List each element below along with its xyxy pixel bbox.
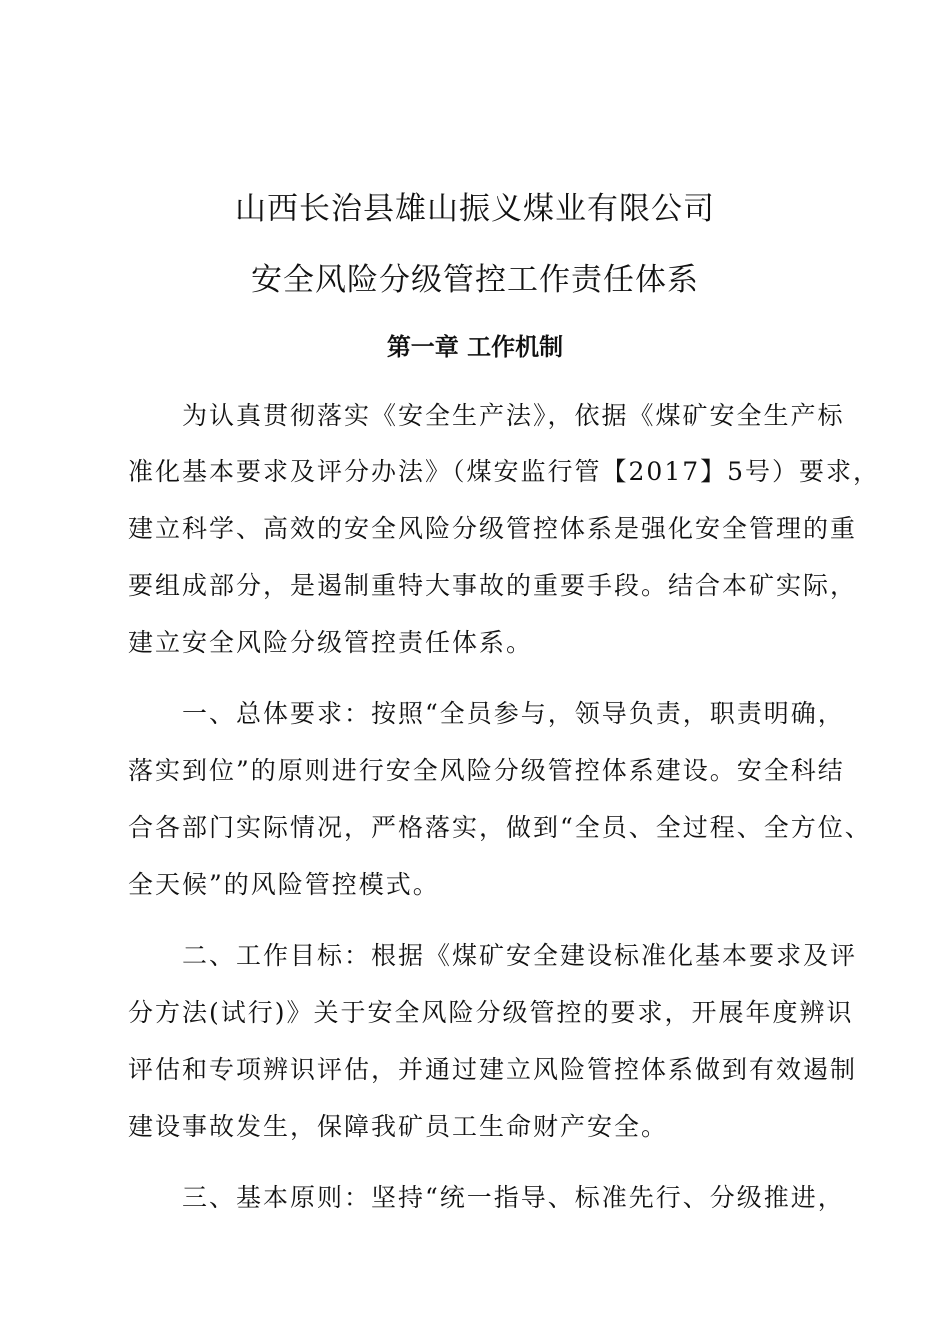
body-line: 建立安全风险分级管控责任体系。 [128,628,534,657]
body-line: 分方法(试行)》关于安全风险分级管控的要求，开展年度辨识 [128,998,854,1027]
body-line: 一、总体要求：按照“全员参与，领导负责，职责明确， [128,699,845,728]
body-line: 要组成部分，是遏制重特大事故的重要手段。结合本矿实际， [128,571,858,600]
body-line: 建立科学、高效的安全风险分级管控体系是强化安全管理的重 [128,514,858,543]
body-line: 为认真贯彻落实《安全生产法》，依据《煤矿安全生产标 [128,401,845,430]
body-line: 三、基本原则：坚持“统一指导、标准先行、分级推进， [128,1183,845,1212]
body-line: 评估和专项辨识评估，并通过建立风险管控体系做到有效遏制 [128,1055,858,1084]
chapter-heading: 第一章 工作机制 [386,333,564,361]
document-title-system: 安全风险分级管控工作责任体系 [251,262,699,298]
body-line: 合各部门实际情况，严格落实，做到“全员、全过程、全方位、 [128,813,872,842]
body-line: 准化基本要求及评分办法》（煤安监行管【2017】5号）要求， [128,457,881,486]
body-line: 落实到位”的原则进行安全风险分级管控体系建设。安全科结 [128,756,845,785]
body-line: 二、工作目标：根据《煤矿安全建设标准化基本要求及评 [128,941,858,970]
body-line: 建设事故发生，保障我矿员工生命财产安全。 [128,1112,669,1141]
body-line: 全天候”的风险管控模式。 [128,870,440,899]
document-title-company: 山西长治县雄山振义煤业有限公司 [235,191,715,227]
